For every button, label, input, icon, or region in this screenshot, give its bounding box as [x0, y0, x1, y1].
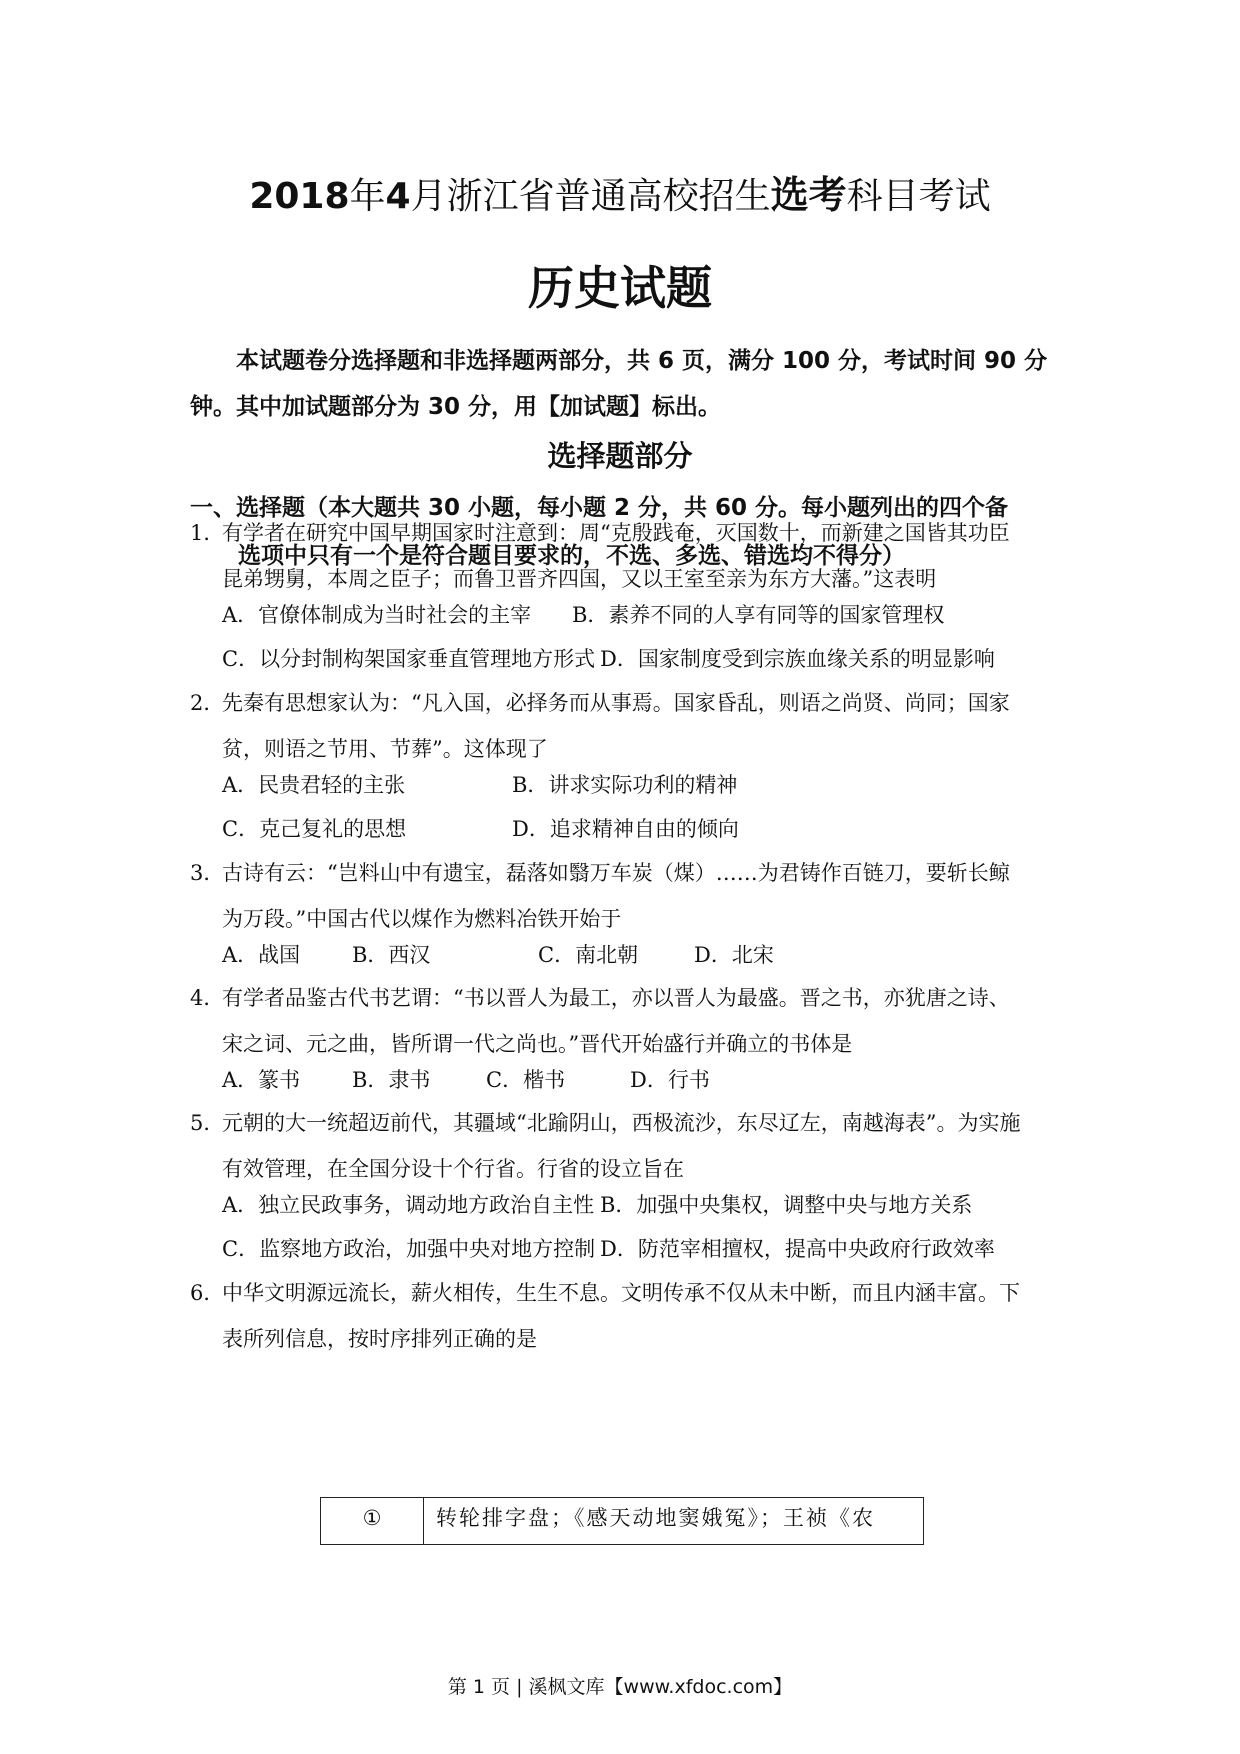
- subject-title: 历史试题: [528, 261, 712, 315]
- option-d[interactable]: D．行书: [630, 1068, 710, 1092]
- question-number: 5．: [190, 1111, 225, 1135]
- option-c[interactable]: C．楷书: [486, 1068, 566, 1092]
- option-d[interactable]: D．国家制度受到宗族血缘关系的明显影响: [600, 647, 995, 671]
- question-stem-line1: 先秦有思想家认为：“凡入国，必择务而从事焉。国家昏乱，则语之尚贤、尚同；国家: [222, 691, 1010, 715]
- option-c[interactable]: C．以分封制构架国家垂直管理地方形式: [222, 647, 596, 671]
- footer-library: 溪枫文库【: [528, 1676, 624, 1698]
- option-c[interactable]: C．南北朝: [538, 943, 639, 967]
- question-stem-line2: 有效管理，在全国分设十个行省。行省的设立旨在: [222, 1157, 684, 1181]
- question-stem-line2: 宋之词、元之曲，皆所谓一代之尚也。”晋代开始盛行并确立的书体是: [222, 1032, 853, 1056]
- question-6-table: [320, 1497, 924, 1545]
- question-number: 1．: [190, 521, 225, 545]
- footer-page-prefix: 第: [447, 1676, 467, 1698]
- option-b[interactable]: B．素养不同的人享有同等的国家管理权: [572, 603, 945, 627]
- option-a[interactable]: A．官僚体制成为当时社会的主宰: [222, 603, 532, 627]
- option-a[interactable]: A．独立民政事务，调动地方政治自主性: [222, 1193, 595, 1217]
- question-stem-line1: 古诗有云：“岂料山中有遗宝，磊落如翳万车炭（煤）……为君铸作百链刀，要斩长鲸: [222, 861, 1010, 885]
- question-stem-line1: 有学者品鉴古代书艺谓：“书以晋人为最工，亦以晋人为最盛。晋之书，亦犹唐之诗、: [222, 986, 1010, 1010]
- exam-instructions: 本试题卷分选择题和非选择题两部分，共 6 页，满分 100 分，考试时间 90 分钟。其中加试题部分为 30 分，用【加试题】标出。: [190, 348, 1048, 420]
- table-cell-content: 转轮排字盘；《感天动地窦娥冤》；王祯《农: [436, 1506, 875, 1530]
- question-number: 3．: [190, 861, 225, 885]
- question-3: [190, 850, 1070, 942]
- question-6: [190, 1270, 1070, 1362]
- footer-page-number: 1: [472, 1676, 485, 1698]
- option-c[interactable]: C．监察地方政治，加强中央对地方控制: [222, 1237, 596, 1261]
- title-part3: 科目考试: [846, 176, 991, 217]
- question-stem-line1: 中华文明源远流长，薪火相传，生生不息。文明传承不仅从未中断，而且内涵丰富。下: [222, 1281, 1020, 1305]
- section-title: 选择题部分: [547, 439, 693, 473]
- title-month: 4: [385, 176, 411, 217]
- footer-close: 】: [773, 1676, 793, 1698]
- title-strong: 选考: [770, 173, 847, 217]
- option-d[interactable]: D．追求精神自由的倾向: [512, 817, 739, 841]
- question-2: [190, 680, 1070, 772]
- question-stem-line2: 贫，则语之节用、节葬”。这体现了: [222, 737, 548, 761]
- footer-page-suffix: 页 |: [491, 1676, 523, 1698]
- option-a[interactable]: A．篆书: [222, 1068, 301, 1092]
- option-d[interactable]: D．防范宰相擅权，提高中央政府行政效率: [600, 1237, 995, 1261]
- option-b[interactable]: B．讲求实际功利的精神: [512, 773, 738, 797]
- question-5: [190, 1100, 1070, 1192]
- option-c[interactable]: C．克己复礼的思想: [222, 817, 407, 841]
- question-stem-line2: 表所列信息，按时序排列正确的是: [222, 1327, 537, 1351]
- question-2-options-row2: [222, 807, 739, 851]
- title-part2: 月浙江省普通高校招生: [410, 176, 771, 217]
- question-number: 6．: [190, 1281, 225, 1305]
- question-1-options-row2: [222, 637, 995, 681]
- option-a[interactable]: A．民贵君轻的主张: [222, 773, 406, 797]
- title-part1: 年: [349, 176, 386, 217]
- option-b[interactable]: B．加强中央集权，调整中央与地方关系: [600, 1193, 973, 1217]
- table-cell-index: ①: [321, 1498, 424, 1544]
- question-1: [190, 510, 1070, 602]
- part-one-line1: 一、选择题（本大题共 30 小题，每小题 2 分，共 60 分。每小题列出的四个备: [190, 495, 1009, 521]
- question-1-options-row1: [222, 593, 944, 637]
- question-stem-line2: 为万段。”中国古代以煤作为燃料冶铁开始于: [222, 907, 622, 931]
- question-stem-line2: 昆弟甥舅，本周之臣子；而鲁卫晋齐四国，又以王室至亲为东方大藩。”这表明: [222, 567, 937, 591]
- question-4: [190, 975, 1070, 1067]
- exam-title: [0, 168, 1240, 224]
- question-2-options-row1: [222, 763, 737, 807]
- page-footer: [0, 1673, 1240, 1701]
- option-b[interactable]: B．隶书: [352, 1068, 431, 1092]
- question-number: 4．: [190, 986, 225, 1010]
- part-one-line2: 选项中只有一个是符合题目要求的，不选、多选、错选均不得分）: [238, 543, 905, 569]
- option-a[interactable]: A．战国: [222, 943, 301, 967]
- title-year: 2018: [249, 176, 350, 217]
- option-d[interactable]: D．北宋: [694, 943, 774, 967]
- question-stem-line1: 元朝的大一统超迈前代，其疆域“北踰阴山，西极流沙，东尽辽左，南越海表”。为实施: [222, 1111, 1021, 1135]
- question-stem-line1: 有学者在研究中国早期国家时注意到：周“克殷践奄，灭国数十，而新建之国皆其功臣: [222, 521, 1010, 545]
- question-5-options-row1: [222, 1183, 972, 1227]
- question-4-options: [222, 1058, 710, 1102]
- option-b[interactable]: B．西汉: [352, 943, 431, 967]
- footer-site-link[interactable]: www.xfdoc.com: [623, 1676, 774, 1698]
- question-number: 2．: [190, 691, 225, 715]
- question-3-options: [222, 933, 774, 977]
- question-5-options-row2: [222, 1227, 995, 1271]
